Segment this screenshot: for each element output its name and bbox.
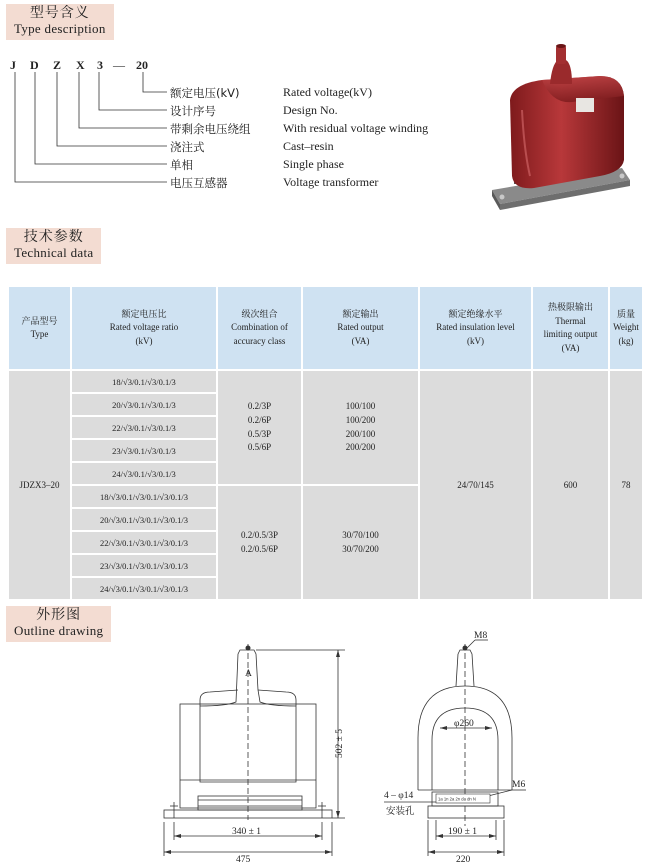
- section-title-en: Type description: [14, 21, 106, 37]
- legend-zh-design-no: 设计序号: [170, 104, 216, 118]
- legend-en-voltage-transformer: Voltage transformer: [283, 175, 379, 189]
- section-title-zh: 外形图: [36, 608, 82, 623]
- cell-ratio: 20/√3/0.1/√3/0.1/√3/0.1/3: [72, 509, 216, 530]
- cell-weight: 78: [610, 371, 642, 599]
- cell-output-group2: 30/70/100 30/70/200: [303, 486, 418, 599]
- section-title-en: Technical data: [14, 245, 94, 261]
- code-letter: D: [30, 58, 39, 72]
- cell-ratio: 22/√3/0.1/√3/0.1/√3/0.1/3: [72, 532, 216, 553]
- cell-thermal: 600: [533, 371, 608, 599]
- legend-en-rated-voltage: Rated voltage(kV): [283, 85, 372, 99]
- code-letter: 20: [136, 58, 148, 72]
- cell-output-group1: 100/100 100/200 200/100 200/200: [303, 371, 418, 484]
- legend-en-residual: With residual voltage winding: [283, 121, 429, 135]
- col-header-output: 额定输出 Rated output (VA): [303, 287, 418, 369]
- legend-zh-residual: 带剩余电压绕组: [170, 122, 251, 136]
- outline-drawing: [0, 630, 664, 866]
- legend-zh-voltage-transformer: 电压互感器: [170, 176, 228, 190]
- label-m8: M8: [474, 631, 488, 641]
- cell-accuracy-group2: 0.2/0.5/3P 0.2/0.5/6P: [218, 486, 301, 599]
- col-header-weight: 质量 Weight (kg): [610, 287, 642, 369]
- dim-340: 340 ± 1: [232, 827, 261, 837]
- code-letter: 3: [97, 58, 103, 72]
- col-header-insulation: 额定绝缘水平 Rated insulation level (kV): [420, 287, 531, 369]
- table-header-row: [9, 287, 642, 369]
- product-photo: [472, 40, 652, 225]
- code-letter: J: [10, 58, 16, 72]
- cell-insulation: 24/70/145: [420, 371, 531, 599]
- table-row: [9, 371, 642, 392]
- code-dash: —: [113, 58, 125, 72]
- code-letter: X: [76, 58, 85, 72]
- code-letter: Z: [53, 58, 62, 72]
- cell-ratio: 24/√3/0.1/√3/0.1/√3/0.1/3: [72, 578, 216, 599]
- legend-zh-rated-voltage: 额定电压(kV): [170, 86, 240, 100]
- label-m6: M6: [512, 780, 526, 790]
- cell-type: JDZX3–20: [9, 371, 70, 599]
- label-holes: 4 – φ14: [384, 791, 414, 801]
- section-title-zh: 型号含义: [29, 6, 90, 21]
- legend-zh-cast-resin: 浇注式: [170, 140, 205, 154]
- cell-ratio: 23/√3/0.1/√3/0.1/3: [72, 440, 216, 461]
- technical-data-table: [7, 285, 644, 601]
- legend-en-single-phase: Single phase: [283, 157, 344, 171]
- label-a: A: [245, 669, 252, 679]
- cell-ratio: 20/√3/0.1/√3/0.1/3: [72, 394, 216, 415]
- cell-ratio: 22/√3/0.1/√3/0.1/3: [72, 417, 216, 438]
- cell-ratio: 24/√3/0.1/√3/0.1/3: [72, 463, 216, 484]
- dim-190: 190 ± 1: [448, 827, 477, 837]
- label-mount: 安装孔: [386, 806, 415, 817]
- terminal-labels: 1a 1n 2a 2n da dn N: [438, 796, 476, 802]
- cell-accuracy-group1: 0.2/3P 0.2/6P 0.5/3P 0.5/6P: [218, 371, 301, 484]
- dim-475: 475: [236, 855, 251, 865]
- legend-en-design-no: Design No.: [283, 103, 338, 117]
- legend-en-cast-resin: Cast–resin: [283, 139, 334, 153]
- col-header-thermal: 热极限输出 Thermal limiting output (VA): [533, 287, 608, 369]
- col-header-accuracy: 级次组合 Combination of accuracy class: [218, 287, 301, 369]
- dim-height: 502 ± 5: [335, 729, 345, 758]
- cell-ratio: 18/√3/0.1/√3/0.1/3: [72, 371, 216, 392]
- legend-zh-single-phase: 单相: [170, 158, 193, 172]
- label-phi260: φ260: [454, 719, 474, 729]
- cell-ratio: 23/√3/0.1/√3/0.1/√3/0.1/3: [72, 555, 216, 576]
- dim-220: 220: [456, 855, 471, 865]
- section-header-technical-data: [6, 228, 101, 264]
- section-title-zh: 技术参数: [23, 230, 84, 245]
- cell-ratio: 18/√3/0.1/√3/0.1/√3/0.1/3: [72, 486, 216, 507]
- col-header-type: 产品型号 Type: [9, 287, 70, 369]
- col-header-ratio: 额定电压比 Rated voltage ratio (kV): [72, 287, 216, 369]
- section-title-en: Outline drawing: [14, 623, 104, 639]
